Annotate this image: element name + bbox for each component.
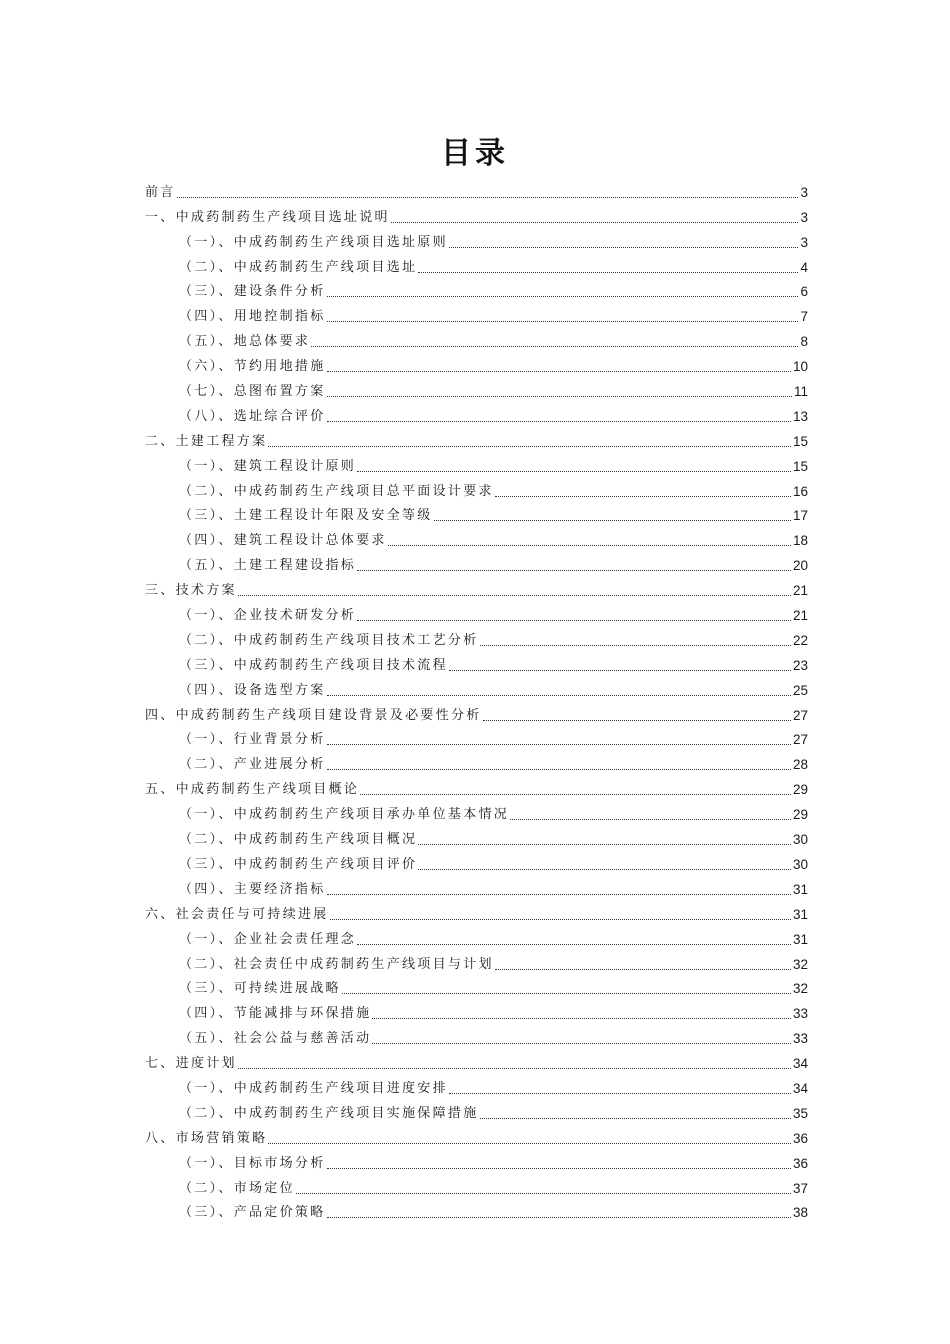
dot-leader (449, 670, 791, 671)
dot-leader (327, 296, 799, 297)
toc-entry-page-number: 32 (792, 981, 808, 997)
toc-entry-title: （二）、产业进展分析 (179, 757, 326, 773)
toc-entry-page-number: 31 (792, 931, 808, 947)
toc-entry-page-number: 15 (792, 458, 808, 474)
dot-leader (311, 346, 798, 347)
toc-entry-title: 四、中成药制药生产线项目建设背景及必要性分析 (145, 707, 482, 723)
toc-entry-title: （二）、中成药制药生产线项目实施保障措施 (179, 1105, 479, 1121)
toc-entry-title: （六）、节约用地措施 (179, 359, 326, 375)
toc-entry[interactable] (145, 699, 808, 724)
toc-entry[interactable] (145, 251, 808, 276)
dot-leader (357, 620, 791, 621)
toc-entry[interactable] (145, 1172, 808, 1197)
toc-entry[interactable] (145, 574, 808, 599)
toc-entry-title: （五）、社会公益与慈善活动 (179, 1031, 372, 1047)
toc-entry-page-number: 21 (792, 583, 808, 599)
dot-leader (268, 1143, 791, 1144)
toc-entry-title: （一）、中成药制药生产线项目选址原则 (179, 234, 448, 250)
dot-leader (360, 794, 791, 795)
toc-entry[interactable] (145, 276, 808, 301)
dot-leader (330, 919, 791, 920)
toc-entry[interactable] (145, 400, 808, 425)
toc-entry-title: （四）、节能减排与环保措施 (179, 1006, 372, 1022)
toc-entry-page-number: 38 (792, 1205, 808, 1221)
toc-entry[interactable] (145, 649, 808, 674)
toc-entry[interactable] (145, 724, 808, 749)
toc-entry-title: （三）、可持续进展战略 (179, 981, 341, 997)
toc-entry-title: （三）、土建工程设计年限及安全等级 (179, 508, 433, 524)
toc-entry[interactable] (145, 1197, 808, 1222)
toc-entry[interactable] (145, 1122, 808, 1147)
dot-leader (391, 222, 799, 223)
toc-entry[interactable] (145, 1022, 808, 1047)
toc-entry-title: （四）、建筑工程设计总体要求 (179, 533, 387, 549)
toc-entry-page-number: 35 (792, 1105, 808, 1121)
toc-entry-title: （二）、社会责任中成药制药生产线项目与计划 (179, 956, 494, 972)
toc-entry[interactable] (145, 674, 808, 699)
toc-entry[interactable] (145, 973, 808, 998)
toc-entry-page-number: 30 (792, 832, 808, 848)
dot-leader (327, 371, 791, 372)
toc-entry[interactable] (145, 748, 808, 773)
toc-entry[interactable] (145, 624, 808, 649)
toc-entry-title: 七、进度计划 (145, 1056, 237, 1072)
dot-leader (388, 545, 791, 546)
toc-entry[interactable] (145, 823, 808, 848)
toc-entry-title: 二、土建工程方案 (145, 433, 268, 449)
dot-leader (480, 1118, 791, 1119)
toc-entry-title: 五、中成药制药生产线项目概论 (145, 782, 360, 798)
toc-entry-page-number: 34 (792, 1080, 808, 1096)
toc-entry-title: （五）、土建工程建设指标 (179, 558, 357, 574)
dot-leader (327, 769, 791, 770)
toc-entry[interactable] (145, 425, 808, 450)
toc-entry[interactable] (145, 1147, 808, 1172)
dot-leader (327, 695, 791, 696)
toc-entry-title: （四）、主要经济指标 (179, 881, 326, 897)
toc-entry[interactable] (145, 300, 808, 325)
toc-entry-page-number: 3 (800, 209, 808, 225)
table-of-contents (145, 176, 808, 1221)
dot-leader (510, 819, 791, 820)
toc-entry[interactable] (145, 500, 808, 525)
dot-leader (418, 272, 798, 273)
toc-entry-title: （一）、企业社会责任理念 (179, 931, 357, 947)
toc-entry-title: （三）、中成药制药生产线项目评价 (179, 856, 418, 872)
toc-entry-title: 前言 (145, 184, 176, 200)
toc-entry-page-number: 28 (792, 757, 808, 773)
dot-leader (495, 496, 791, 497)
page-title: 目录 (441, 136, 509, 171)
toc-entry[interactable] (145, 948, 808, 973)
toc-entry-page-number: 31 (792, 881, 808, 897)
toc-entry-page-number: 29 (792, 807, 808, 823)
toc-entry-title: 一、中成药制药生产线项目选址说明 (145, 209, 390, 225)
toc-entry-title: （一）、行业背景分析 (179, 732, 326, 748)
toc-entry-page-number: 25 (792, 682, 808, 698)
toc-entry[interactable] (145, 997, 808, 1022)
toc-entry-title: （四）、设备选型方案 (179, 682, 326, 698)
dot-leader (238, 595, 791, 596)
toc-entry-page-number: 27 (792, 707, 808, 723)
toc-entry[interactable] (145, 226, 808, 251)
toc-entry-title: （一）、中成药制药生产线项目承办单位基本情况 (179, 807, 510, 823)
dot-leader (327, 421, 791, 422)
dot-leader (327, 321, 799, 322)
toc-entry[interactable] (145, 873, 808, 898)
toc-entry-title: （三）、产品定价策略 (179, 1205, 326, 1221)
dot-leader (357, 570, 791, 571)
dot-leader (327, 1168, 791, 1169)
dot-leader (372, 1018, 791, 1019)
dot-leader (327, 744, 791, 745)
toc-entry[interactable] (145, 1072, 808, 1097)
toc-entry-page-number: 37 (792, 1180, 808, 1196)
toc-entry-title: （二）、中成药制药生产线项目概况 (179, 832, 418, 848)
dot-leader (480, 645, 791, 646)
toc-entry[interactable] (145, 898, 808, 923)
dot-leader (238, 1068, 791, 1069)
dot-leader (418, 844, 791, 845)
toc-entry-title: （四）、用地控制指标 (179, 309, 326, 325)
toc-entry-title: （一）、中成药制药生产线项目进度安排 (179, 1080, 448, 1096)
dot-leader (357, 944, 791, 945)
dot-leader (268, 446, 791, 447)
toc-entry-title: 三、技术方案 (145, 583, 237, 599)
toc-entry-page-number: 16 (792, 483, 808, 499)
toc-entry[interactable] (145, 848, 808, 873)
toc-entry-page-number: 33 (792, 1031, 808, 1047)
toc-entry-page-number: 15 (792, 433, 808, 449)
toc-entry[interactable] (145, 450, 808, 475)
toc-entry-title: （二）、中成药制药生产线项目总平面设计要求 (179, 483, 494, 499)
toc-entry-page-number: 17 (792, 508, 808, 524)
toc-entry-title: （二）、中成药制药生产线项目选址 (179, 259, 418, 275)
dot-leader (327, 894, 791, 895)
toc-entry-page-number: 21 (792, 608, 808, 624)
toc-entry-page-number: 33 (792, 1006, 808, 1022)
dot-leader (327, 396, 792, 397)
dot-leader (342, 993, 791, 994)
toc-entry[interactable] (145, 599, 808, 624)
toc-entry-title: （一）、目标市场分析 (179, 1155, 326, 1171)
dot-leader (357, 471, 791, 472)
toc-entry-page-number: 8 (800, 334, 808, 350)
toc-entry-page-number: 27 (792, 732, 808, 748)
toc-entry-title: （七）、总图布置方案 (179, 384, 326, 400)
toc-entry-title: （五）、地总体要求 (179, 334, 311, 350)
toc-entry-page-number: 3 (800, 234, 808, 250)
toc-entry-page-number: 10 (792, 359, 808, 375)
dot-leader (495, 969, 791, 970)
dot-leader (483, 720, 791, 721)
toc-entry-title: （一）、建筑工程设计原则 (179, 458, 357, 474)
toc-entry-title: （一）、企业技术研发分析 (179, 608, 357, 624)
toc-entry[interactable] (145, 798, 808, 823)
toc-entry[interactable] (145, 325, 808, 350)
toc-entry-page-number: 18 (792, 533, 808, 549)
toc-entry-page-number: 7 (800, 309, 808, 325)
toc-entry[interactable] (145, 773, 808, 798)
toc-entry-page-number: 4 (800, 259, 808, 275)
toc-entry-page-number: 36 (792, 1130, 808, 1146)
toc-entry-page-number: 6 (800, 284, 808, 300)
toc-entry[interactable] (145, 375, 808, 400)
toc-entry-page-number: 11 (793, 384, 808, 400)
toc-entry-title: （二）、中成药制药生产线项目技术工艺分析 (179, 632, 479, 648)
toc-entry[interactable] (145, 176, 808, 201)
dot-leader (327, 1217, 791, 1218)
toc-entry-page-number: 29 (792, 782, 808, 798)
toc-entry-page-number: 23 (792, 657, 808, 673)
toc-entry-page-number: 34 (792, 1056, 808, 1072)
toc-entry[interactable] (145, 350, 808, 375)
toc-entry[interactable] (145, 923, 808, 948)
toc-entry[interactable] (145, 549, 808, 574)
dot-leader (177, 197, 799, 198)
toc-entry-page-number: 3 (800, 184, 808, 200)
toc-entry-page-number: 36 (792, 1155, 808, 1171)
toc-entry-page-number: 13 (792, 408, 808, 424)
dot-leader (296, 1193, 791, 1194)
toc-entry-title: （三）、建设条件分析 (179, 284, 326, 300)
toc-entry-title: （三）、中成药制药生产线项目技术流程 (179, 657, 448, 673)
toc-entry-page-number: 30 (792, 856, 808, 872)
toc-entry-page-number: 20 (792, 558, 808, 574)
toc-entry[interactable] (145, 1047, 808, 1072)
dot-leader (418, 869, 791, 870)
dot-leader (372, 1043, 791, 1044)
dot-leader (449, 1093, 791, 1094)
toc-entry-title: （二）、市场定位 (179, 1180, 295, 1196)
toc-entry[interactable] (145, 1097, 808, 1122)
toc-entry-page-number: 31 (792, 906, 808, 922)
toc-entry[interactable] (145, 201, 808, 226)
toc-entry[interactable] (145, 524, 808, 549)
toc-entry-page-number: 32 (792, 956, 808, 972)
dot-leader (434, 520, 791, 521)
toc-entry[interactable] (145, 475, 808, 500)
dot-leader (449, 247, 799, 248)
toc-entry-title: （八）、选址综合评价 (179, 408, 326, 424)
toc-entry-title: 八、市场营销策略 (145, 1130, 268, 1146)
toc-entry-title: 六、社会责任与可持续进展 (145, 906, 329, 922)
toc-entry-page-number: 22 (792, 632, 808, 648)
